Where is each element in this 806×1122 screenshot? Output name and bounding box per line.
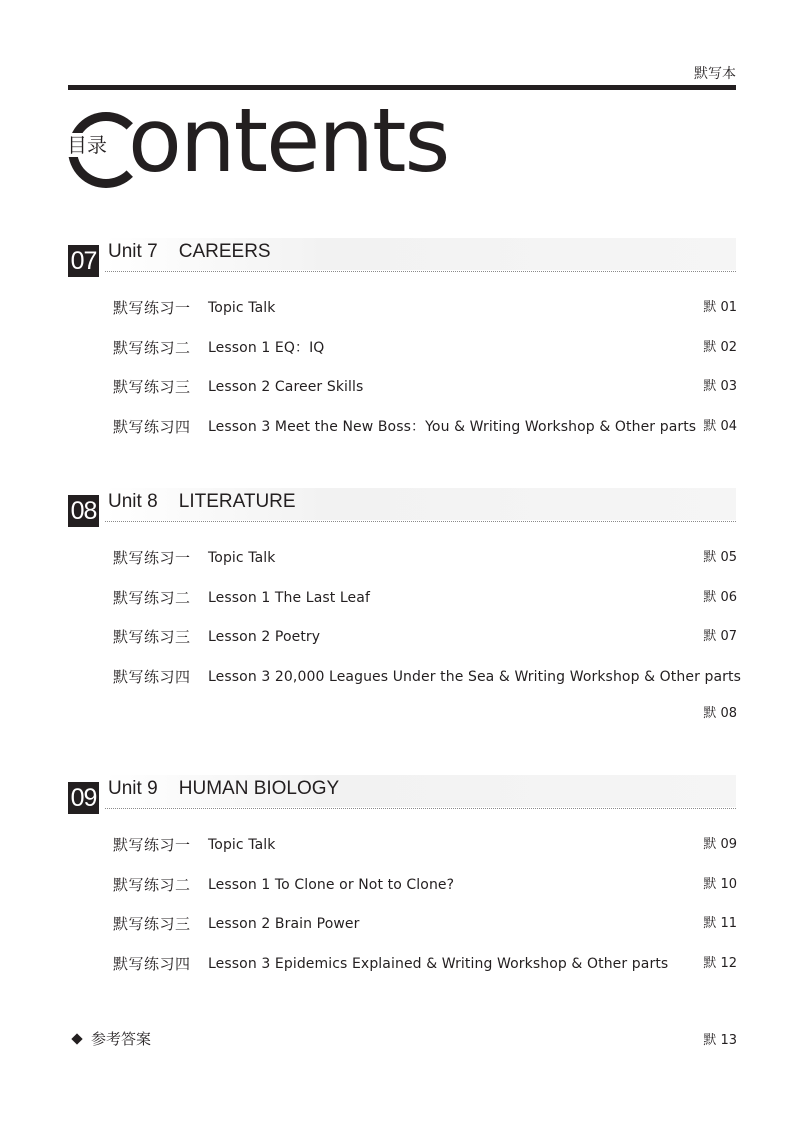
page-number: 默 04: [703, 419, 737, 434]
lesson-title: Lesson 3 20,000 Leagues Under the Sea & Writing Workshop & Other parts: [208, 669, 741, 685]
toc-row[interactable]: [113, 588, 737, 608]
page-number: 默 03: [703, 379, 737, 394]
unit-divider: [105, 808, 736, 809]
page-number: 默 07: [703, 629, 737, 644]
page-number: 默 13: [703, 1033, 737, 1048]
lesson-title: Topic Talk: [208, 300, 276, 316]
unit-title[interactable]: Unit 8 LITERATURE: [108, 491, 296, 512]
toc-row[interactable]: [113, 627, 737, 647]
exercise-label: 默写练习一: [113, 836, 191, 854]
diamond-bullet-icon: [71, 1033, 82, 1044]
page-number: 默 01: [703, 300, 737, 315]
page-number: 默 06: [703, 590, 737, 605]
toc-row[interactable]: [113, 954, 737, 974]
unit-number-badge: 07: [68, 245, 99, 277]
toc-row[interactable]: [113, 417, 737, 437]
exercise-label: 默写练习三: [113, 915, 191, 933]
contents-title: [66, 89, 486, 195]
toc-row[interactable]: [113, 835, 737, 855]
page-number: 默 09: [703, 837, 737, 852]
exercise-label: 默写练习二: [113, 876, 191, 894]
unit-divider: [105, 271, 736, 272]
exercise-label: 默写练习二: [113, 589, 191, 607]
unit-divider: [105, 521, 736, 522]
exercise-label: 默写练习四: [113, 955, 191, 973]
toc-row[interactable]: [113, 298, 737, 318]
unit-title[interactable]: Unit 7 CAREERS: [108, 241, 271, 262]
toc-row[interactable]: [113, 875, 737, 895]
exercise-label: 默写练习四: [113, 668, 191, 686]
exercise-label: 默写练习一: [113, 299, 191, 317]
toc-row[interactable]: [113, 914, 737, 934]
answers-label: 参考答案: [91, 1030, 152, 1048]
page-number: 默 11: [703, 916, 737, 931]
exercise-label: 默写练习一: [113, 549, 191, 567]
toc-row[interactable]: [113, 338, 737, 358]
toc-row[interactable]: [113, 377, 737, 397]
lesson-title: Lesson 1 The Last Leaf: [208, 590, 370, 606]
lesson-title: Lesson 1 To Clone or Not to Clone?: [208, 877, 455, 893]
toc-row[interactable]: [113, 548, 737, 568]
toc-row[interactable]: [113, 667, 741, 687]
exercise-label: 默写练习三: [113, 628, 191, 646]
lesson-title: Lesson 3 Epidemics Explained & Writing Workshop & Other parts: [208, 956, 669, 972]
exercise-label: 默写练习二: [113, 339, 191, 357]
lesson-title: Lesson 2 Career Skills: [208, 379, 364, 395]
lesson-title: Lesson 1 EQ：IQ: [208, 340, 325, 356]
unit-number-badge: 09: [68, 782, 99, 814]
exercise-label: 默写练习三: [113, 378, 191, 396]
contents-title-cn: 目录: [67, 133, 107, 157]
lesson-title: Lesson 3 Meet the New Boss：You & Writing Workshop & Other parts: [208, 419, 697, 435]
page-number: 默 10: [703, 877, 737, 892]
page-number: 默 08: [703, 706, 737, 721]
book-label: 默写本: [694, 66, 736, 82]
lesson-title: Topic Talk: [208, 550, 276, 566]
page-number: 默 12: [703, 956, 737, 971]
page-number: 默 02: [703, 340, 737, 355]
lesson-title: Lesson 2 Poetry: [208, 629, 321, 645]
lesson-title: Topic Talk: [208, 837, 276, 853]
unit-title[interactable]: Unit 9 HUMAN BIOLOGY: [108, 778, 340, 799]
contents-word: ontents: [128, 89, 449, 192]
unit-number-badge: 08: [68, 495, 99, 527]
answers-entry[interactable]: [70, 1029, 151, 1049]
lesson-title: Lesson 2 Brain Power: [208, 916, 360, 932]
exercise-label: 默写练习四: [113, 418, 191, 436]
page-number: 默 05: [703, 550, 737, 565]
